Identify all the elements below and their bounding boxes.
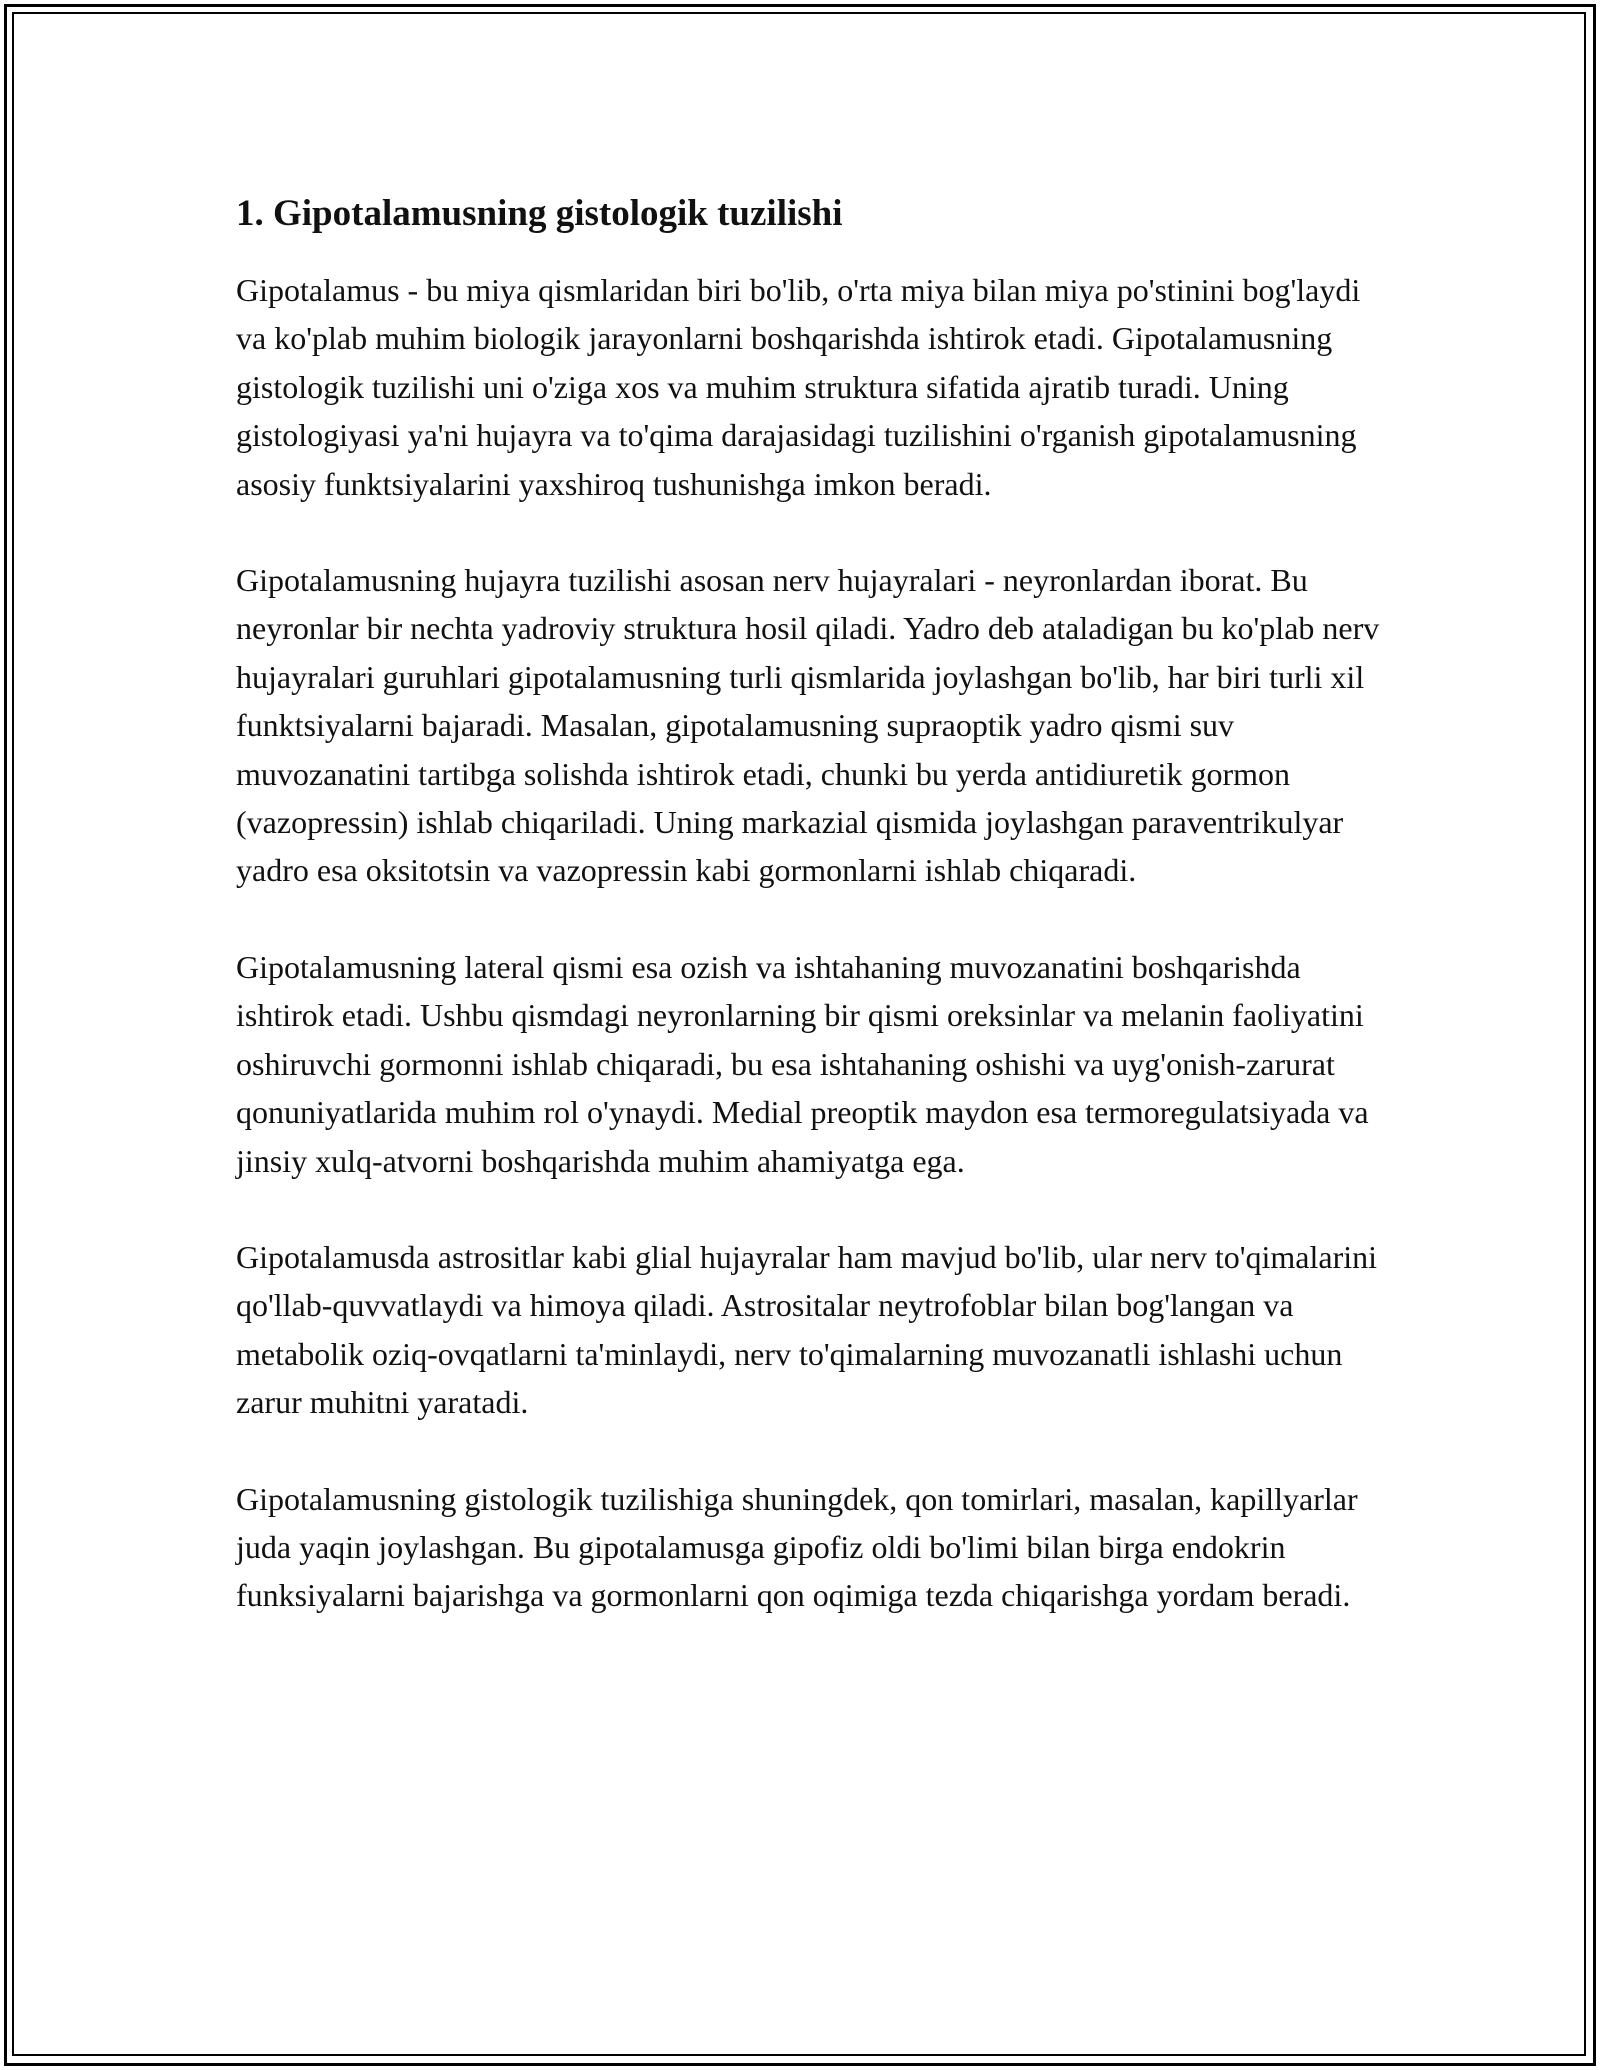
document-body (236, 186, 1386, 1668)
paragraph-5: Gipotalamusning gistologik tuzilishiga shuningdek, qon tomirlari, masalan, kapillyarlar juda yaqin joylashgan. Bu gipotalamusga gipofiz oldi bo'limi bilan birga endokrin funksiyalarni bajarishga va gormonlarni qon oqimiga tezda chiqarishga yordam beradi. (236, 1480, 1358, 1614)
paragraph-3: Gipotalamusning lateral qismi esa ozish va ishtahaning muvozanatini boshqarishda ishtirok etadi. Ushbu qismdagi neyronlarning bir qismi oreksinlar va melanin faoliyatini oshiruvchi gormonni ishlab chiqaradi, bu esa ishtahaning oshishi va uyg'onish-zarurat qonuniyatlarida muhim rol o'ynaydi. Medial preoptik maydon esa termoregulatsiyada va jinsiy xulq-atvorni boshqarishda muhim ahamiyatga ega. (236, 948, 1369, 1179)
section-heading: 1. Gipotalamusning gistologik tuzilishi (236, 193, 843, 234)
paragraph-2: Gipotalamusning hujayra tuzilishi asosan nerv hujayralari - neyronlardan iborat. Bu neyronlar bir nechta yadroviy struktura hosil qiladi. Yadro deb ataladigan bu ko'plab nerv hujayralari guruhlari gipotalamusning turli qismlarida joylashgan bo'lib, har biri turli xil funktsiyalarni bajaradi. Masalan, gipotalamusning supraoptik yadro qismi suv muvozanatini tartibga solishda ishtirok etadi, chunki bu yerda antidiuretik gormon (vazopressin) ishlab chiqariladi. Uning markazial qismida joylashgan paraventrikulyar yadro esa oksitotsin va vazopressin kabi gormonlarni ishlab chiqaradi. (236, 562, 1380, 889)
paragraph-4: Gipotalamusda astrositlar kabi glial hujayralar ham mavjud bo'lib, ular nerv to'qimalarini qo'llab-quvvatlaydi va himoya qiladi. Astrositalar neytrofoblar bilan bog'langan va metabolik oziq-ovqatlarni ta'minlaydi, nerv to'qimalarning muvozanatli ishlashi uchun zarur muhitni yaratadi. (236, 1238, 1377, 1421)
paragraph-1: Gipotalamus - bu miya qismlaridan biri bo'lib, o'rta miya bilan miya po'stinini bog'laydi va ko'plab muhim biologik jarayonlarni boshqarishda ishtirok etadi. Gipotalamusning gistologik tuzilishi uni o'ziga xos va muhim struktura sifatida ajratib turadi. Uning gistologiyasi ya'ni hujayra va to'qima darajasidagi tuzilishini o'rganish gipotalamusning asosiy funktsiyalarini yaxshiroq tushunishga imkon beradi. (236, 272, 1361, 502)
